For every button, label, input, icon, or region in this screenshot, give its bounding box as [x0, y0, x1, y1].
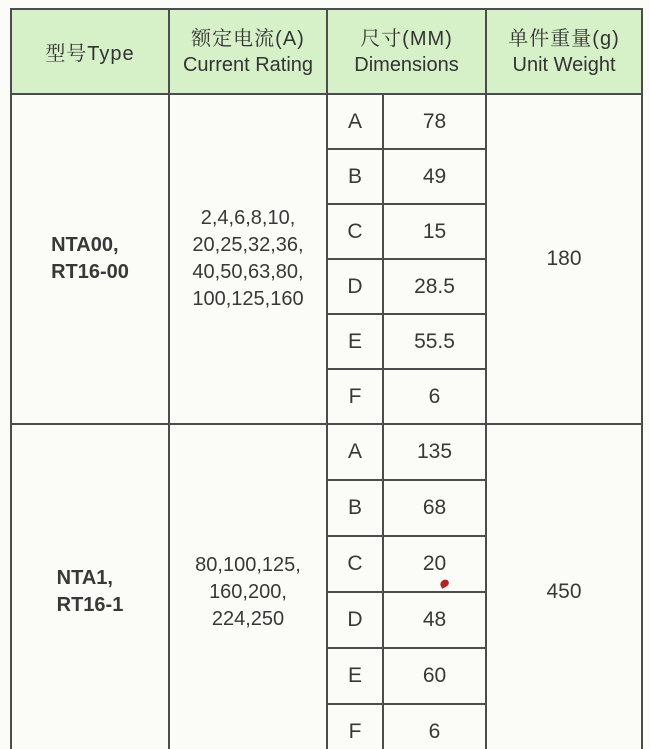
- current-rating-cell: [169, 424, 327, 749]
- dim-label-cell: D: [327, 592, 383, 648]
- type-cell-nta00: [11, 94, 169, 424]
- current-line: 160,200,: [209, 580, 287, 603]
- dim-label-cell: F: [327, 704, 383, 749]
- spec-table: [10, 8, 643, 749]
- table-header-row: [11, 9, 642, 94]
- type-cell-nta1: [11, 424, 169, 749]
- column-header-dimensions-en: Dimensions: [354, 53, 459, 76]
- dim-label-cell: B: [327, 149, 383, 204]
- column-header-weight-zh: 单件重量(g): [508, 27, 620, 50]
- dim-value-cell: 6: [383, 704, 486, 749]
- current-line: 20,25,32,36,: [192, 234, 304, 256]
- column-header-type: [11, 9, 169, 94]
- column-header-dimensions-zh: 尺寸(MM): [360, 27, 453, 50]
- type-line: NTA00,: [51, 234, 119, 256]
- dim-value-cell: 55.5: [383, 314, 486, 369]
- dim-value-cell: 49: [383, 149, 486, 204]
- table-row: [11, 424, 642, 480]
- dim-label-cell: B: [327, 480, 383, 536]
- column-header-current-zh: 额定电流(A): [191, 27, 305, 50]
- type-lines: [51, 232, 129, 286]
- column-header-dimensions: [327, 9, 486, 94]
- dim-value-cell: 48: [383, 592, 486, 648]
- dim-label-cell: E: [327, 648, 383, 704]
- dim-value-cell: 20: [383, 536, 486, 592]
- dim-value-cell: 135: [383, 424, 486, 480]
- current-line: 224,250: [211, 607, 285, 630]
- dim-label-cell: C: [327, 204, 383, 259]
- dim-label-cell: D: [327, 259, 383, 314]
- column-header-current-rating: [169, 9, 327, 94]
- type-line: RT16-1: [56, 594, 124, 616]
- dim-value-cell: 68: [383, 480, 486, 536]
- column-header-type-label: 型号Type: [45, 43, 135, 65]
- dim-label-cell: F: [327, 369, 383, 424]
- current-line: 80,100,125,: [195, 553, 301, 576]
- dim-label-cell: E: [327, 314, 383, 369]
- column-header-current-en: Current Rating: [182, 53, 314, 76]
- type-lines: [57, 565, 124, 619]
- unit-weight-cell: 450: [486, 424, 642, 749]
- dim-value-cell: 60: [383, 648, 486, 704]
- column-header-weight-en: Unit Weight: [512, 53, 616, 76]
- current-rating-cell: [169, 94, 327, 424]
- current-line: 40,50,63,80,: [192, 261, 304, 283]
- table-row: [11, 94, 642, 149]
- current-line: 2,4,6,8,10,: [200, 207, 296, 229]
- dim-value-cell: 28.5: [383, 259, 486, 314]
- dim-label-cell: C: [327, 536, 383, 592]
- type-line: NTA1,: [56, 567, 113, 589]
- dim-value-cell: 15: [383, 204, 486, 259]
- dim-value-cell: 78: [383, 94, 486, 149]
- dim-label-cell: A: [327, 424, 383, 480]
- dim-label-cell: A: [327, 94, 383, 149]
- unit-weight-cell: 180: [486, 94, 642, 424]
- type-line: RT16-00: [51, 261, 129, 283]
- column-header-unit-weight: [486, 9, 642, 94]
- dim-value-cell: 6: [383, 369, 486, 424]
- current-line: 100,125,160: [192, 288, 304, 310]
